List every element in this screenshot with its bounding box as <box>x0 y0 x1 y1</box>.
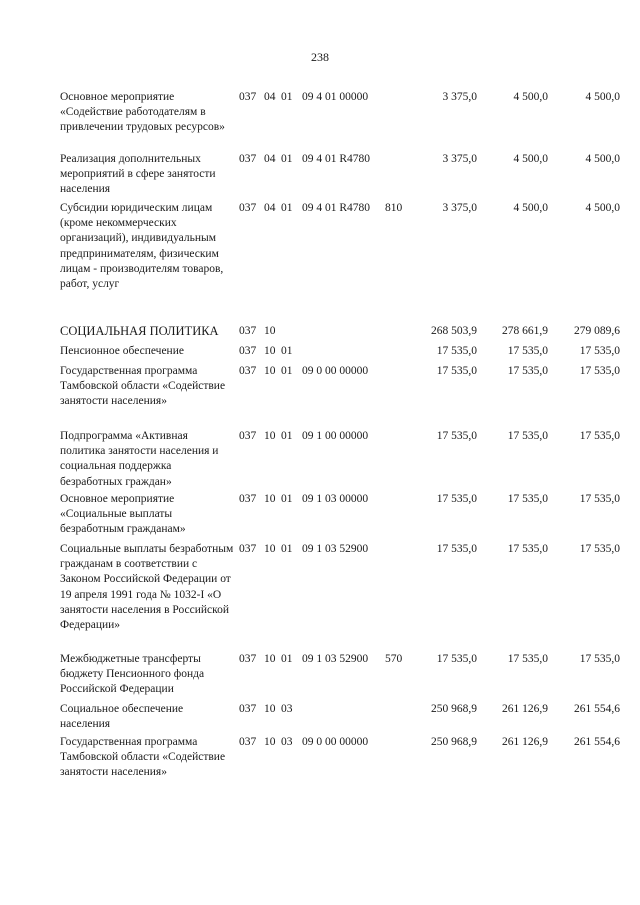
row-name: Субсидии юридическим лицам (кроме некоммерческих организаций), индивидуальным предпринимателям, физическим лицам - производителям товаров, работ, услуг <box>60 202 224 291</box>
amount-year-2: 278 661,9 <box>502 325 548 337</box>
amount-year-3: 4 500,0 <box>585 153 620 165</box>
target-article-code: 09 4 01 00000 <box>302 91 369 103</box>
amount-year-2: 17 535,0 <box>507 430 548 442</box>
subsection-code: 01 <box>281 493 293 505</box>
target-article-code: 09 1 03 52900 <box>302 543 369 555</box>
amount-year-3: 279 089,6 <box>574 325 620 337</box>
amount-year-3: 17 535,0 <box>579 653 620 665</box>
expense-type-code: 810 <box>385 202 403 214</box>
amount-year-2: 17 535,0 <box>507 345 548 357</box>
row-name: Социальные выплаты безработным гражданам в соответствии с Законом Российской Федерации от 19 апреля 1991 года № 1032-I «О занятости населения в Российской Федерации» <box>60 543 234 632</box>
amount-year-3: 261 554,6 <box>574 736 620 748</box>
ved-code: 037 <box>239 325 257 337</box>
target-article-code: 09 0 00 00000 <box>302 365 369 377</box>
amount-year-2: 17 535,0 <box>507 543 548 555</box>
subsection-code: 01 <box>281 345 293 357</box>
row-name: Социальное обеспечение населения <box>60 703 184 731</box>
row-name: Подпрограмма «Активная политика занятости населения и социальная поддержка безработных граждан» <box>60 430 219 488</box>
row-name: Основное мероприятие «Содействие работодателям в привлечении трудовых ресурсов» <box>60 91 225 134</box>
amount-year-3: 17 535,0 <box>579 365 620 377</box>
amount-year-2: 4 500,0 <box>513 91 548 103</box>
ved-code: 037 <box>239 202 257 214</box>
ved-code: 037 <box>239 430 257 442</box>
amount-year-2: 4 500,0 <box>513 153 548 165</box>
amount-year-1: 250 968,9 <box>431 703 477 715</box>
section-code: 10 <box>264 653 276 665</box>
section-code: 10 <box>264 345 276 357</box>
subsection-code: 01 <box>281 543 293 555</box>
amount-year-1: 17 535,0 <box>436 543 477 555</box>
ved-code: 037 <box>239 91 257 103</box>
ved-code: 037 <box>239 153 257 165</box>
section-code: 10 <box>264 736 276 748</box>
subsection-code: 01 <box>281 91 293 103</box>
amount-year-2: 261 126,9 <box>502 703 548 715</box>
ved-code: 037 <box>239 543 257 555</box>
section-code: 10 <box>264 430 276 442</box>
amount-year-1: 17 535,0 <box>436 493 477 505</box>
section-heading: СОЦИАЛЬНАЯ ПОЛИТИКА <box>60 324 219 338</box>
expense-type-code: 570 <box>385 653 403 665</box>
subsection-code: 01 <box>281 365 293 377</box>
row-name: Реализация дополнительных мероприятий в сфере занятости населения <box>60 153 216 196</box>
row-name: Пенсионное обеспечение <box>60 345 184 357</box>
amount-year-3: 17 535,0 <box>579 345 620 357</box>
section-code: 04 <box>264 202 276 214</box>
section-code: 04 <box>264 153 276 165</box>
section-code: 10 <box>264 365 276 377</box>
ved-code: 037 <box>239 703 257 715</box>
subsection-code: 01 <box>281 430 293 442</box>
amount-year-3: 17 535,0 <box>579 493 620 505</box>
amount-year-2: 4 500,0 <box>513 202 548 214</box>
ved-code: 037 <box>239 493 257 505</box>
amount-year-1: 3 375,0 <box>442 202 477 214</box>
section-code: 10 <box>264 703 276 715</box>
section-code: 04 <box>264 91 276 103</box>
amount-year-3: 17 535,0 <box>579 430 620 442</box>
target-article-code: 09 1 03 52900 <box>302 653 369 665</box>
subsection-code: 01 <box>281 153 293 165</box>
amount-year-2: 17 535,0 <box>507 493 548 505</box>
ved-code: 037 <box>239 345 257 357</box>
ved-code: 037 <box>239 365 257 377</box>
subsection-code: 01 <box>281 202 293 214</box>
amount-year-1: 3 375,0 <box>442 153 477 165</box>
amount-year-3: 4 500,0 <box>585 202 620 214</box>
amount-year-1: 17 535,0 <box>436 345 477 357</box>
target-article-code: 09 0 00 00000 <box>302 736 369 748</box>
amount-year-1: 250 968,9 <box>431 736 477 748</box>
row-name: Основное мероприятие «Социальные выплаты безработным гражданам» <box>60 493 186 536</box>
section-code: 10 <box>264 325 276 337</box>
ved-code: 037 <box>239 736 257 748</box>
row-name: Межбюджетные трансферты бюджету Пенсионного фонда Российской Федерации <box>60 653 205 696</box>
row-name: Государственная программа Тамбовской области «Содействие занятости населения» <box>60 736 226 779</box>
amount-year-1: 17 535,0 <box>436 430 477 442</box>
ved-code: 037 <box>239 653 257 665</box>
target-article-code: 09 4 01 R4780 <box>302 153 371 165</box>
subsection-code: 01 <box>281 653 293 665</box>
section-code: 10 <box>264 493 276 505</box>
row-name: Государственная программа Тамбовской области «Содействие занятости населения» <box>60 365 226 408</box>
amount-year-1: 3 375,0 <box>442 91 477 103</box>
amount-year-1: 17 535,0 <box>436 653 477 665</box>
amount-year-2: 17 535,0 <box>507 365 548 377</box>
amount-year-2: 261 126,9 <box>502 736 548 748</box>
target-article-code: 09 1 00 00000 <box>302 430 369 442</box>
subsection-code: 03 <box>281 703 293 715</box>
subsection-code: 03 <box>281 736 293 748</box>
page-number: 238 <box>311 50 329 64</box>
amount-year-3: 4 500,0 <box>585 91 620 103</box>
amount-year-1: 17 535,0 <box>436 365 477 377</box>
amount-year-2: 17 535,0 <box>507 653 548 665</box>
amount-year-1: 268 503,9 <box>431 325 477 337</box>
target-article-code: 09 1 03 00000 <box>302 493 369 505</box>
amount-year-3: 17 535,0 <box>579 543 620 555</box>
section-code: 10 <box>264 543 276 555</box>
target-article-code: 09 4 01 R4780 <box>302 202 371 214</box>
amount-year-3: 261 554,6 <box>574 703 620 715</box>
